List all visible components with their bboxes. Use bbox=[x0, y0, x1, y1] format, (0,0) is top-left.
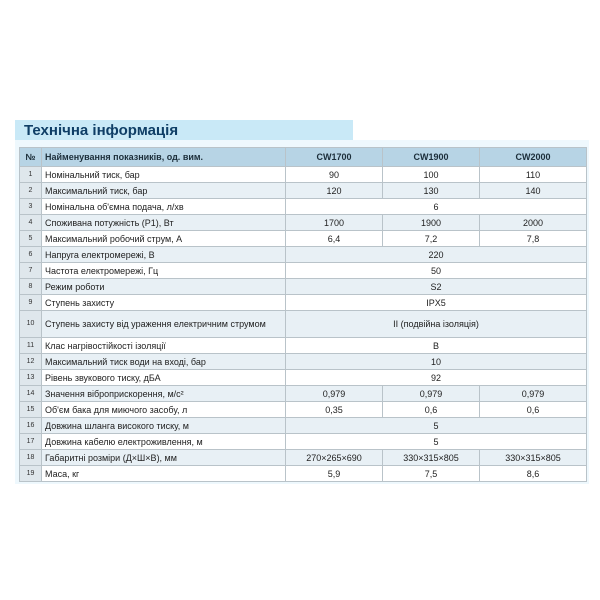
row-number: 18 bbox=[20, 450, 42, 466]
model-value: 270×265×690 bbox=[286, 450, 383, 466]
model-value: 0,979 bbox=[383, 386, 480, 402]
row-number: 11 bbox=[20, 338, 42, 354]
model-value: 330×315×805 bbox=[480, 450, 587, 466]
spec-table bbox=[19, 147, 587, 482]
model-value: 7,2 bbox=[383, 231, 480, 247]
parameter-label: Споживана потужність (Р1), Вт bbox=[42, 215, 286, 231]
table-row bbox=[20, 167, 587, 183]
table-row bbox=[20, 418, 587, 434]
model-value: 120 bbox=[286, 183, 383, 199]
model-value: 90 bbox=[286, 167, 383, 183]
table-header-row bbox=[20, 148, 587, 167]
row-number: 7 bbox=[20, 263, 42, 279]
table-row bbox=[20, 263, 587, 279]
row-number: 13 bbox=[20, 370, 42, 386]
table-row bbox=[20, 402, 587, 418]
parameter-label: Режим роботи bbox=[42, 279, 286, 295]
parameter-label: Рівень звукового тиску, дБА bbox=[42, 370, 286, 386]
parameter-label: Ступень захисту від ураження електричним струмом bbox=[42, 311, 286, 338]
parameter-label: Значення віброприскорення, м/с² bbox=[42, 386, 286, 402]
table-row bbox=[20, 354, 587, 370]
parameter-label: Номінальна об'ємна подача, л/хв bbox=[42, 199, 286, 215]
header-model: CW1900 bbox=[383, 148, 480, 167]
model-value: 0,35 bbox=[286, 402, 383, 418]
table-row bbox=[20, 434, 587, 450]
shared-value: 5 bbox=[286, 418, 587, 434]
table-row bbox=[20, 370, 587, 386]
parameter-label: Маса, кг bbox=[42, 466, 286, 482]
parameter-label: Максимальний тиск води на вході, бар bbox=[42, 354, 286, 370]
row-number: 10 bbox=[20, 311, 42, 338]
model-value: 0,6 bbox=[480, 402, 587, 418]
shared-value: S2 bbox=[286, 279, 587, 295]
table-row bbox=[20, 231, 587, 247]
table-row bbox=[20, 466, 587, 482]
table-row bbox=[20, 386, 587, 402]
model-value: 1700 bbox=[286, 215, 383, 231]
parameter-label: Максимальний робочий струм, А bbox=[42, 231, 286, 247]
parameter-label: Клас нагрівостійкості ізоляції bbox=[42, 338, 286, 354]
parameter-label: Напруга електромережі, В bbox=[42, 247, 286, 263]
model-value: 0,6 bbox=[383, 402, 480, 418]
header-model: CW2000 bbox=[480, 148, 587, 167]
header-model: CW1700 bbox=[286, 148, 383, 167]
table-row bbox=[20, 338, 587, 354]
shared-value: 6 bbox=[286, 199, 587, 215]
shared-value: II (подвійна ізоляція) bbox=[286, 311, 587, 338]
row-number: 16 bbox=[20, 418, 42, 434]
page-title: Технічна інформація bbox=[24, 122, 179, 139]
header-parameter: Найменування показників, од. вим. bbox=[42, 148, 286, 167]
parameter-label: Частота електромережі, Гц bbox=[42, 263, 286, 279]
row-number: 12 bbox=[20, 354, 42, 370]
row-number: 1 bbox=[20, 167, 42, 183]
table-row bbox=[20, 199, 587, 215]
row-number: 8 bbox=[20, 279, 42, 295]
parameter-label: Номінальний тиск, бар bbox=[42, 167, 286, 183]
table-row bbox=[20, 183, 587, 199]
row-number: 3 bbox=[20, 199, 42, 215]
row-number: 2 bbox=[20, 183, 42, 199]
table-row bbox=[20, 279, 587, 295]
shared-value: 10 bbox=[286, 354, 587, 370]
table-row bbox=[20, 450, 587, 466]
shared-value: 220 bbox=[286, 247, 587, 263]
model-value: 8,6 bbox=[480, 466, 587, 482]
model-value: 100 bbox=[383, 167, 480, 183]
model-value: 110 bbox=[480, 167, 587, 183]
shared-value: 50 bbox=[286, 263, 587, 279]
model-value: 130 bbox=[383, 183, 480, 199]
parameter-label: Габаритні розміри (Д×Ш×В), мм bbox=[42, 450, 286, 466]
row-number: 6 bbox=[20, 247, 42, 263]
model-value: 5,9 bbox=[286, 466, 383, 482]
shared-value: 92 bbox=[286, 370, 587, 386]
model-value: 7,5 bbox=[383, 466, 480, 482]
table-row bbox=[20, 311, 587, 338]
row-number: 14 bbox=[20, 386, 42, 402]
header-num: № bbox=[20, 148, 42, 167]
table-row bbox=[20, 295, 587, 311]
model-value: 330×315×805 bbox=[383, 450, 480, 466]
model-value: 1900 bbox=[383, 215, 480, 231]
shared-value: B bbox=[286, 338, 587, 354]
parameter-label: Довжина шланга високого тиску, м bbox=[42, 418, 286, 434]
shared-value: 5 bbox=[286, 434, 587, 450]
spec-panel bbox=[15, 140, 589, 484]
row-number: 19 bbox=[20, 466, 42, 482]
parameter-label: Ступень захисту bbox=[42, 295, 286, 311]
parameter-label: Максимальний тиск, бар bbox=[42, 183, 286, 199]
row-number: 17 bbox=[20, 434, 42, 450]
table-row bbox=[20, 247, 587, 263]
model-value: 7,8 bbox=[480, 231, 587, 247]
shared-value: IPX5 bbox=[286, 295, 587, 311]
row-number: 15 bbox=[20, 402, 42, 418]
model-value: 140 bbox=[480, 183, 587, 199]
model-value: 0,979 bbox=[480, 386, 587, 402]
row-number: 5 bbox=[20, 231, 42, 247]
row-number: 9 bbox=[20, 295, 42, 311]
model-value: 0,979 bbox=[286, 386, 383, 402]
model-value: 2000 bbox=[480, 215, 587, 231]
parameter-label: Об'єм бака для миючого засобу, л bbox=[42, 402, 286, 418]
row-number: 4 bbox=[20, 215, 42, 231]
table-row bbox=[20, 215, 587, 231]
parameter-label: Довжина кабелю електроживлення, м bbox=[42, 434, 286, 450]
model-value: 6,4 bbox=[286, 231, 383, 247]
